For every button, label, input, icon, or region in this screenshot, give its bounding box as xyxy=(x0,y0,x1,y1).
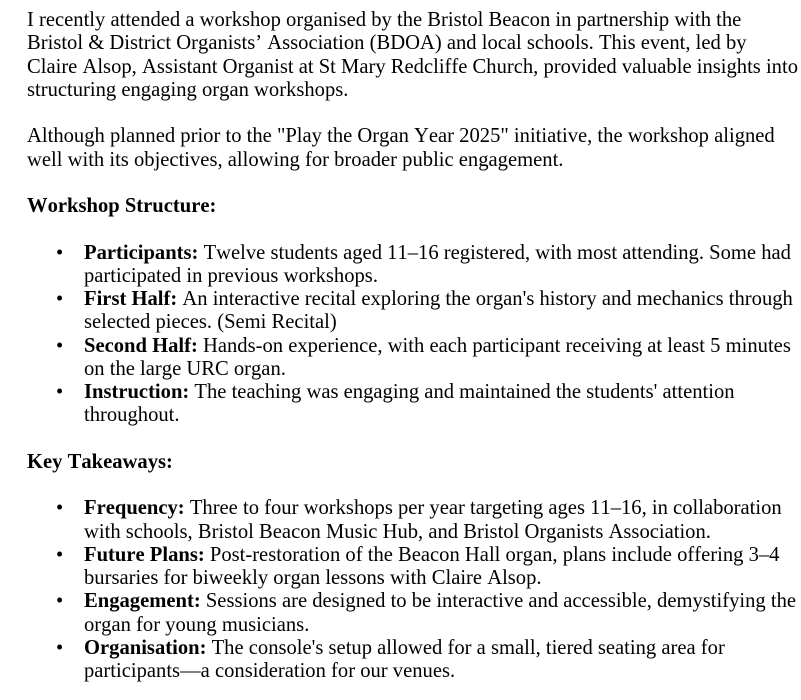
bullet-icon: • xyxy=(56,497,64,520)
list-item xyxy=(27,335,801,382)
bullet-text: Hands-on experience, with each participant receiving at least 5 minutes on the large URC organ. xyxy=(84,334,791,380)
list-item xyxy=(27,544,801,591)
bullet-icon: • xyxy=(56,381,64,403)
bullet-icon: • xyxy=(56,241,64,264)
bullet-icon: • xyxy=(56,288,64,310)
bullet-icon: • xyxy=(56,590,64,613)
bullet-text: The console's setup allowed for a small, tiered seating area for participants—a consideration for our venues. xyxy=(84,636,725,682)
bullet-icon: • xyxy=(56,543,64,566)
bullet-label: Frequency: xyxy=(84,497,185,520)
bullet-label: Second Half: xyxy=(84,334,198,357)
key-takeaways-list xyxy=(27,497,801,683)
bullet-label: Engagement: xyxy=(84,590,201,613)
bullet-label: Participants: xyxy=(84,241,199,264)
list-item xyxy=(27,590,801,637)
section-heading-key-takeaways: Key Takeaways: xyxy=(27,450,173,473)
bullet-label: Instruction: xyxy=(84,381,190,403)
bullet-label: Organisation: xyxy=(84,636,207,659)
paragraph-intro: I recently attended a workshop organised by the Bristol Beacon in partnership with the Bristol & District Organists’ Association (BDOA) and local schools. This event, led by Claire Alsop, Assistant Organist at St Mary Redcliffe Church, provided valuable insights into structuring engaging organ workshops. xyxy=(27,9,798,101)
list-item xyxy=(27,288,801,335)
bullet-text: An interactive recital exploring the organ's history and mechanics through selected pieces. (Semi Recital) xyxy=(84,288,793,334)
bullet-text: Sessions are designed to be interactive and accessible, demystifying the organ for young musicians. xyxy=(84,590,797,636)
document xyxy=(27,9,801,683)
list-item xyxy=(27,497,801,544)
bullet-icon: • xyxy=(56,334,64,357)
bullet-text: The teaching was engaging and maintained the students' attention throughout. xyxy=(84,381,735,427)
bullet-label: First Half: xyxy=(84,288,178,310)
bullet-text: Three to four workshops per year targeting ages 11–16, in collaboration with schools, Bristol Beacon Music Hub, and Bristol Organists Association. xyxy=(84,497,782,543)
list-item xyxy=(27,637,801,684)
paragraph-alignment: Although planned prior to the "Play the Organ Year 2025" initiative, the workshop aligned well with its objectives, allowing for broader public engagement. xyxy=(27,125,775,171)
list-item xyxy=(27,381,801,428)
list-item xyxy=(27,242,801,289)
section-heading-workshop-structure: Workshop Structure: xyxy=(27,195,217,217)
bullet-text: Twelve students aged 11–16 registered, with most attending. Some had participated in previous workshops. xyxy=(84,241,791,287)
bullet-text: Post-restoration of the Beacon Hall organ, plans include offering 3–4 bursaries for biweekly organ lessons with Claire Alsop. xyxy=(84,543,780,589)
bullet-icon: • xyxy=(56,636,64,659)
workshop-structure-list xyxy=(27,242,801,428)
bullet-label: Future Plans: xyxy=(84,543,205,566)
